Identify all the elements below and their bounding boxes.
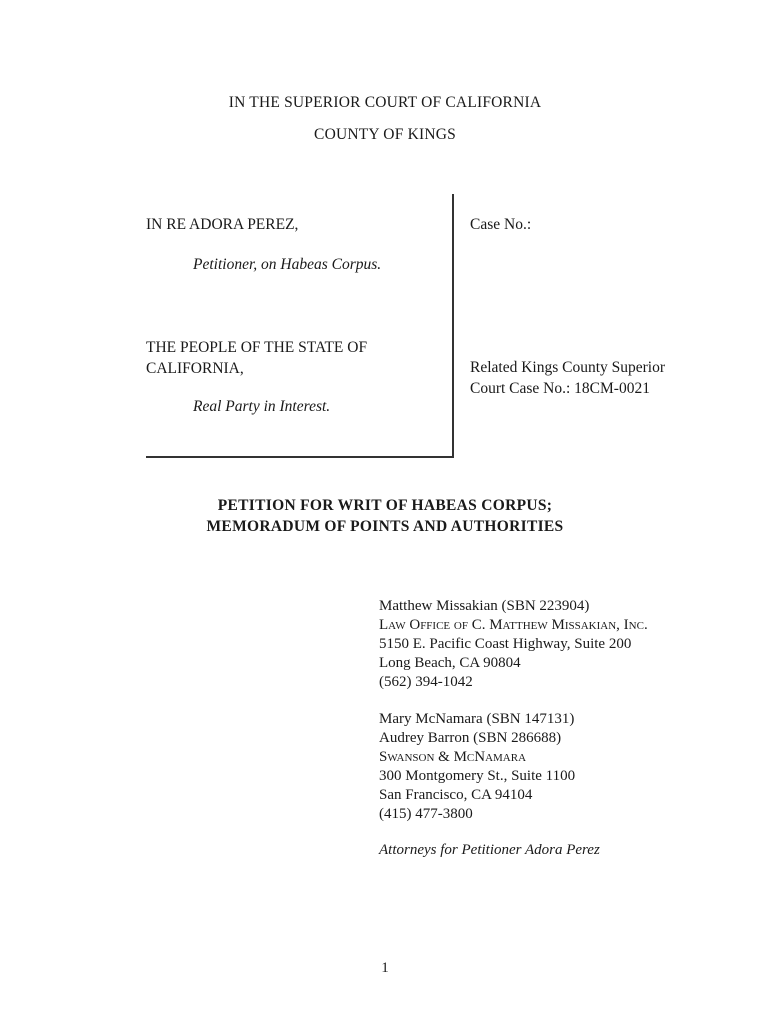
street-address: 5150 E. Pacific Coast Highway, Suite 200 bbox=[379, 636, 632, 652]
attorney-name: Audrey Barron (SBN 286688) bbox=[379, 730, 562, 746]
street-address: 300 Montgomery St., Suite 1100 bbox=[379, 768, 576, 784]
document-title-line-2: MEMORADUM OF POINTS AND AUTHORITIES bbox=[206, 518, 564, 535]
case-number-label: Case No.: bbox=[470, 216, 532, 233]
caption-respondent bbox=[146, 337, 367, 379]
counsel-block-swanson-mcnamara bbox=[379, 710, 575, 824]
caption-respondent-role: Real Party in Interest. bbox=[193, 398, 331, 415]
caption-petitioner-role: Petitioner, on Habeas Corpus. bbox=[193, 256, 382, 273]
law-firm-name: Law Office of C. Matthew Missakian, Inc. bbox=[379, 617, 648, 633]
caption-vertical-divider bbox=[452, 194, 454, 458]
attorneys-for-line: Attorneys for Petitioner Adora Perez bbox=[379, 842, 600, 858]
caption-respondent-line-2: CALIFORNIA, bbox=[146, 360, 244, 377]
phone-number: (562) 394-1042 bbox=[379, 674, 473, 690]
attorney-name: Matthew Missakian (SBN 223904) bbox=[379, 598, 590, 614]
related-case-line-1: Related Kings County Superior bbox=[470, 359, 666, 376]
city-state-zip: San Francisco, CA 94104 bbox=[379, 787, 533, 803]
phone-number: (415) 477-3800 bbox=[379, 806, 473, 822]
court-name: IN THE SUPERIOR COURT OF CALIFORNIA bbox=[228, 94, 542, 111]
document-title-line-1: PETITION FOR WRIT OF HABEAS CORPUS; bbox=[217, 497, 553, 514]
related-case bbox=[470, 357, 665, 399]
related-case-line-2: Court Case No.: 18CM-0021 bbox=[470, 380, 650, 397]
caption-in-re: IN RE ADORA PEREZ, bbox=[146, 216, 299, 233]
attorney-name: Mary McNamara (SBN 147131) bbox=[379, 711, 575, 727]
caption-bottom-rule bbox=[146, 456, 453, 458]
county-name: COUNTY OF KINGS bbox=[314, 126, 456, 143]
city-state-zip: Long Beach, CA 90804 bbox=[379, 655, 521, 671]
caption-respondent-line-1: THE PEOPLE OF THE STATE OF bbox=[146, 339, 368, 356]
page-number: 1 bbox=[381, 960, 389, 976]
counsel-block-missakian bbox=[379, 597, 648, 692]
law-firm-name: Swanson & McNamara bbox=[379, 749, 527, 765]
